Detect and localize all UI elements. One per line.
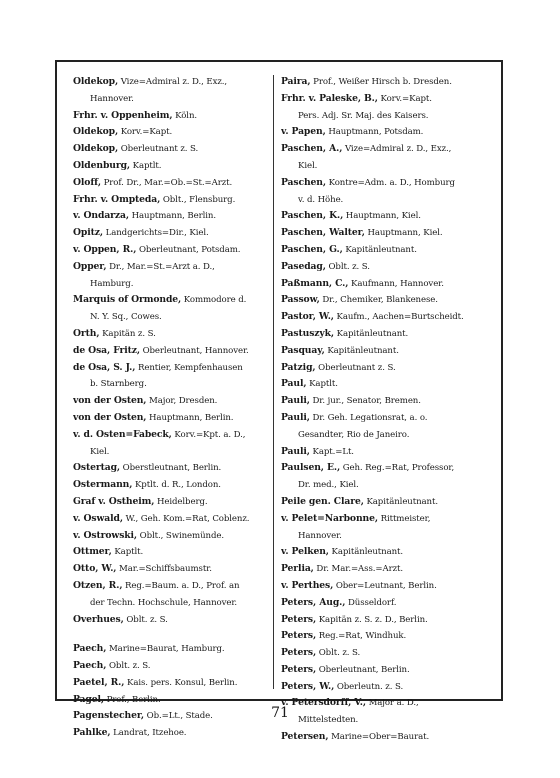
directory-entry: [281, 729, 489, 746]
entry-details: Dr. Mar.=Ass.=Arzt.: [313, 564, 404, 575]
entry-details: Kommodore d.: [181, 295, 247, 306]
entry-details: Oberleutn. z. S.: [334, 681, 404, 692]
entry-continuation: Hamburg.: [90, 278, 134, 289]
directory-entry: [73, 242, 269, 259]
directory-entry: [73, 511, 269, 528]
directory-entry: [281, 444, 489, 461]
entry-details: Kaptlt.: [306, 379, 338, 390]
directory-entry: [281, 595, 489, 612]
entry-name: Pastuszyk,: [281, 327, 335, 339]
entry-details: Oberleutnant z. S.: [315, 362, 396, 373]
entry-details: Düsseldorf.: [345, 597, 397, 608]
entry-name: Peters,: [281, 613, 317, 625]
entry-name: Patzig,: [281, 361, 316, 373]
entry-details: Marine=Ober=Baurat.: [328, 732, 430, 743]
directory-entry: [73, 544, 269, 561]
entry-details: Rentier, Kempfenhausen: [135, 362, 243, 373]
entry-name: Peters,: [281, 663, 317, 675]
entry-continuation: Kiel.: [298, 160, 318, 171]
entry-name: v. d. Osten=Fabeck,: [73, 428, 172, 440]
entry-name: de Osa, S. J.,: [73, 361, 136, 373]
entry-name: Otzen, R.,: [73, 579, 123, 591]
directory-entry: [73, 259, 269, 276]
directory-entry: [281, 376, 489, 393]
entry-name: Passow,: [281, 294, 320, 306]
directory-entry: [73, 192, 269, 209]
entry-details: Ober=Leutnant, Berlin.: [333, 580, 437, 591]
entry-details: Oberleutnant, Berlin.: [316, 664, 410, 675]
entry-details: Ob.=Lt., Stade.: [144, 711, 213, 722]
directory-entry: [281, 74, 489, 91]
entry-name: Peters,: [281, 630, 317, 642]
entry-details: Kapitänleutnant.: [342, 244, 417, 255]
directory-entry: [281, 124, 489, 141]
entry-details: Prof., Weißer Hirsch b. Dresden.: [310, 77, 452, 87]
entry-name: Overhues,: [73, 613, 124, 625]
entry-continuation: N. Y. Sq., Cowes.: [90, 312, 162, 323]
entry-name: Oldekop,: [73, 76, 119, 87]
entry-name: Pasquay,: [281, 344, 325, 356]
entry-name: Paetel, R.,: [73, 676, 125, 688]
entry-details: W., Geh. Kom.=Rat, Coblenz.: [122, 513, 250, 524]
entry-name: v. Oswald,: [73, 512, 123, 524]
directory-entry: [281, 494, 489, 511]
entry-name: v. Petersdorff, V.,: [281, 697, 366, 709]
entry-details: Oblt. z. S.: [106, 661, 151, 672]
directory-entry: [73, 460, 269, 477]
entry-name: de Osa, Fritz,: [73, 344, 140, 356]
entry-name: Paschen, Walter,: [281, 227, 365, 239]
directory-entry: [73, 494, 269, 511]
entry-name: Paech,: [73, 660, 107, 672]
directory-entry: [73, 124, 269, 141]
entry-details: Landrat, Itzehoe.: [110, 728, 187, 739]
entry-name: Paira,: [281, 76, 311, 87]
entry-details: Major, Dresden.: [146, 396, 218, 407]
entry-name: Opitz,: [73, 227, 103, 239]
directory-entry: [73, 410, 269, 427]
entry-details: Korv.=Kapt.: [118, 127, 173, 138]
entry-details: Kapitänleutnant.: [363, 496, 438, 507]
entry-details: Hauptmann, Kiel.: [343, 211, 421, 222]
entry-continuation: Kiel.: [90, 446, 110, 457]
section-gap: [73, 628, 269, 641]
directory-entry: [73, 74, 269, 91]
entry-name: Pahlke,: [73, 727, 111, 739]
entry-name: Pastor, W.,: [281, 311, 334, 323]
directory-entry: [281, 662, 489, 679]
entry-details: Dr., Chemiker, Blankenese.: [319, 295, 438, 306]
entry-continuation: v. d. Höhe.: [298, 194, 344, 205]
entry-name: Perlia,: [281, 563, 314, 575]
entry-name: Pasedag,: [281, 260, 326, 272]
entry-name: von der Osten,: [73, 411, 147, 423]
entry-details: Oblt., Swinemünde.: [137, 530, 224, 541]
entry-name: v. Perthes,: [281, 579, 334, 591]
directory-entry: [73, 393, 269, 410]
directory-entry: [281, 393, 489, 410]
entry-details: Oberleutnant, Potsdam.: [136, 244, 241, 255]
entry-name: v. Ondarza,: [73, 210, 129, 222]
entry-details: Oberleutnant, Hannover.: [139, 345, 249, 356]
directory-entry: [73, 578, 269, 595]
entry-details: Vize=Admiral z. D., Exz.,: [118, 77, 228, 87]
directory-entry: [73, 326, 269, 343]
entry-name: v. Pelken,: [281, 546, 329, 558]
directory-entry: [281, 225, 489, 242]
entry-continuation: b. Starnberg.: [90, 379, 147, 390]
entry-name: Pauli,: [281, 445, 310, 457]
directory-entry: [73, 343, 269, 360]
directory-entry: [73, 641, 269, 658]
entry-details: Kapitänleutnant.: [334, 328, 409, 339]
entry-details: Prof. Dr., Mar.=Ob.=St.=Arzt.: [100, 177, 233, 188]
entry-name: Ostermann,: [73, 479, 133, 491]
entry-continuation: Dr. med., Kiel.: [298, 480, 359, 491]
directory-entry: [73, 208, 269, 225]
entry-name: Oloff,: [73, 176, 101, 188]
directory-entry: [281, 628, 489, 645]
entry-name: Peters, Aug.,: [281, 596, 346, 608]
entry-name: Oldekop,: [73, 143, 119, 155]
directory-entry: [73, 360, 269, 377]
entry-details: Hauptmann, Berlin.: [128, 211, 217, 222]
entry-details: Kapitän z. S. z. D., Berlin.: [316, 614, 428, 625]
directory-entry: [281, 460, 489, 477]
entry-details: Kaptlt.: [111, 547, 144, 558]
page-number: 71: [271, 705, 289, 721]
entry-continuation: Gesandter, Rio de Janeiro.: [298, 429, 410, 440]
directory-entry: [281, 326, 489, 343]
entry-name: Otto, W.,: [73, 563, 117, 575]
entry-details: Korv.=Kapt.: [377, 93, 432, 104]
entry-details: Geh. Reg.=Rat, Professor,: [340, 463, 455, 474]
entry-name: Petersen,: [281, 731, 329, 743]
directory-entry: [281, 645, 489, 662]
entry-name: Pagel,: [73, 693, 104, 705]
entry-details: Oberstleutnant, Berlin.: [120, 463, 222, 474]
entry-details: Major a. D.,: [365, 698, 419, 709]
directory-entry: [281, 259, 489, 276]
directory-entry: [281, 561, 489, 578]
entry-name: Paschen, G.,: [281, 243, 343, 255]
directory-entry: [73, 108, 269, 125]
directory-entry: [73, 561, 269, 578]
directory-entry: [281, 242, 489, 259]
right-column: [281, 74, 489, 746]
entry-details: Rittmeister,: [377, 513, 431, 524]
entry-details: Oblt. z. S.: [316, 648, 361, 659]
entry-name: Graf v. Ostheim,: [73, 495, 155, 507]
entry-details: Kapt.=Lt.: [309, 446, 354, 457]
entry-details: Kapitänleutnant.: [324, 345, 399, 356]
entry-details: Oberleutnant z. S.: [118, 144, 199, 155]
directory-entry: [73, 427, 269, 444]
entry-continuation: der Techn. Hochschule, Hannover.: [90, 597, 238, 608]
directory-entry: [281, 276, 489, 293]
directory-entry: [281, 544, 489, 561]
entry-name: Paschen, A.,: [281, 143, 343, 155]
entry-name: v. Papen,: [281, 126, 326, 138]
directory-entry: [281, 175, 489, 192]
entry-name: Frhr. v. Paleske, B.,: [281, 92, 378, 104]
entry-name: Paulsen, E.,: [281, 462, 341, 474]
entry-details: Dr. jur., Senator, Bremen.: [309, 396, 421, 407]
entry-details: Marine=Baurat, Hamburg.: [106, 644, 225, 655]
directory-entry: [73, 675, 269, 692]
entry-name: Peile gen. Clare,: [281, 495, 364, 507]
entry-details: Kontre=Adm. a. D., Homburg: [326, 177, 455, 188]
entry-name: Pauli,: [281, 411, 310, 423]
entry-continuation: Mittelstedten.: [298, 715, 359, 726]
entry-name: Paech,: [73, 643, 107, 655]
entry-name: v. Ostrowski,: [73, 529, 138, 541]
entry-name: Oldenburg,: [73, 159, 131, 171]
entry-name: Paschen, K.,: [281, 210, 344, 222]
directory-entry: [73, 292, 269, 309]
directory-entry: [73, 528, 269, 545]
directory-entry: [281, 141, 489, 158]
entry-details: Dr., Mar.=St.=Arzt a. D.,: [106, 261, 215, 272]
directory-entry: [73, 175, 269, 192]
directory-entry: [281, 208, 489, 225]
entry-details: Korv.=Kpt. a. D.,: [171, 429, 246, 440]
entry-details: Kaufmann, Hannover.: [348, 278, 444, 289]
entry-continuation: Hannover.: [298, 530, 342, 541]
directory-entry: [281, 679, 489, 696]
directory-entry: [73, 141, 269, 158]
directory-entry: [281, 410, 489, 427]
entry-name: Frhr. v. Ompteda,: [73, 193, 161, 205]
directory-entry: [281, 360, 489, 377]
entry-name: Frhr. v. Oppenheim,: [73, 109, 173, 121]
entry-continuation: Hannover.: [90, 93, 134, 104]
directory-entry: [73, 477, 269, 494]
entry-name: Pauli,: [281, 395, 310, 407]
entry-details: Oblt. z. S.: [325, 261, 370, 272]
entry-details: Hauptmann, Kiel.: [364, 228, 443, 239]
directory-entry: [281, 292, 489, 309]
directory-entry: [281, 309, 489, 326]
entry-details: Kaptlt.: [130, 160, 162, 171]
column-divider: [273, 75, 274, 689]
entry-details: Oblt. z. S.: [123, 614, 168, 625]
entry-name: Ostertag,: [73, 462, 121, 474]
entry-details: Hauptmann, Berlin.: [146, 412, 234, 423]
directory-entry: [281, 511, 489, 528]
entry-details: Köln.: [172, 110, 198, 121]
entry-name: Peters,: [281, 647, 317, 659]
entry-name: von der Osten,: [73, 395, 147, 407]
entry-details: Reg.=Baum. a. D., Prof. an: [122, 580, 240, 591]
entry-details: Reg.=Rat, Windhuk.: [316, 631, 407, 642]
left-column: [73, 74, 269, 742]
entry-name: Orth,: [73, 327, 100, 339]
entry-name: v. Pelet=Narbonne,: [281, 512, 378, 524]
entry-name: Oldekop,: [73, 126, 119, 138]
entry-details: Hauptmann, Potsdam.: [325, 127, 424, 138]
entry-details: Kais. pers. Konsul, Berlin.: [124, 677, 238, 688]
entry-name: Paul,: [281, 378, 307, 390]
entry-details: Kapitänleutnant.: [328, 547, 404, 558]
entry-details: Dr. Geh. Legationsrat, a. o.: [309, 412, 428, 423]
entry-name: Ottmer,: [73, 546, 112, 558]
entry-details: Vize=Admiral z. D., Exz.,: [342, 144, 452, 155]
entry-name: Opper,: [73, 260, 107, 272]
entry-name: Paschen,: [281, 176, 326, 188]
directory-entry: [73, 725, 269, 742]
entry-name: Pagenstecher,: [73, 710, 145, 722]
directory-entry: [281, 578, 489, 595]
directory-entry: [73, 225, 269, 242]
entry-details: Landgerichts=Dir., Kiel.: [102, 228, 209, 239]
entry-details: Mar.=Schiffsbaumstr.: [116, 564, 212, 575]
directory-entry: [73, 658, 269, 675]
entry-details: Heidelberg.: [154, 496, 208, 507]
entry-name: Paßmann, C.,: [281, 277, 349, 289]
entry-name: Marquis of Ormonde,: [73, 294, 182, 306]
entry-details: Prof., Berlin.: [103, 694, 161, 705]
entry-details: Kaufm., Aachen=Burtscheidt.: [333, 312, 464, 323]
entry-continuation: Pers. Adj. Sr. Maj. des Kaisers.: [298, 110, 429, 121]
entry-details: Kptlt. d. R., London.: [132, 480, 221, 491]
entry-name: Peters, W.,: [281, 680, 335, 692]
directory-entry: [73, 612, 269, 629]
directory-entry: [73, 158, 269, 175]
directory-entry: [281, 612, 489, 629]
directory-entry: [281, 91, 489, 108]
directory-entry: [281, 343, 489, 360]
entry-details: Oblt., Flensburg.: [160, 194, 236, 205]
entry-name: v. Oppen, R.,: [73, 243, 137, 255]
entry-details: Kapitän z. S.: [99, 328, 156, 339]
